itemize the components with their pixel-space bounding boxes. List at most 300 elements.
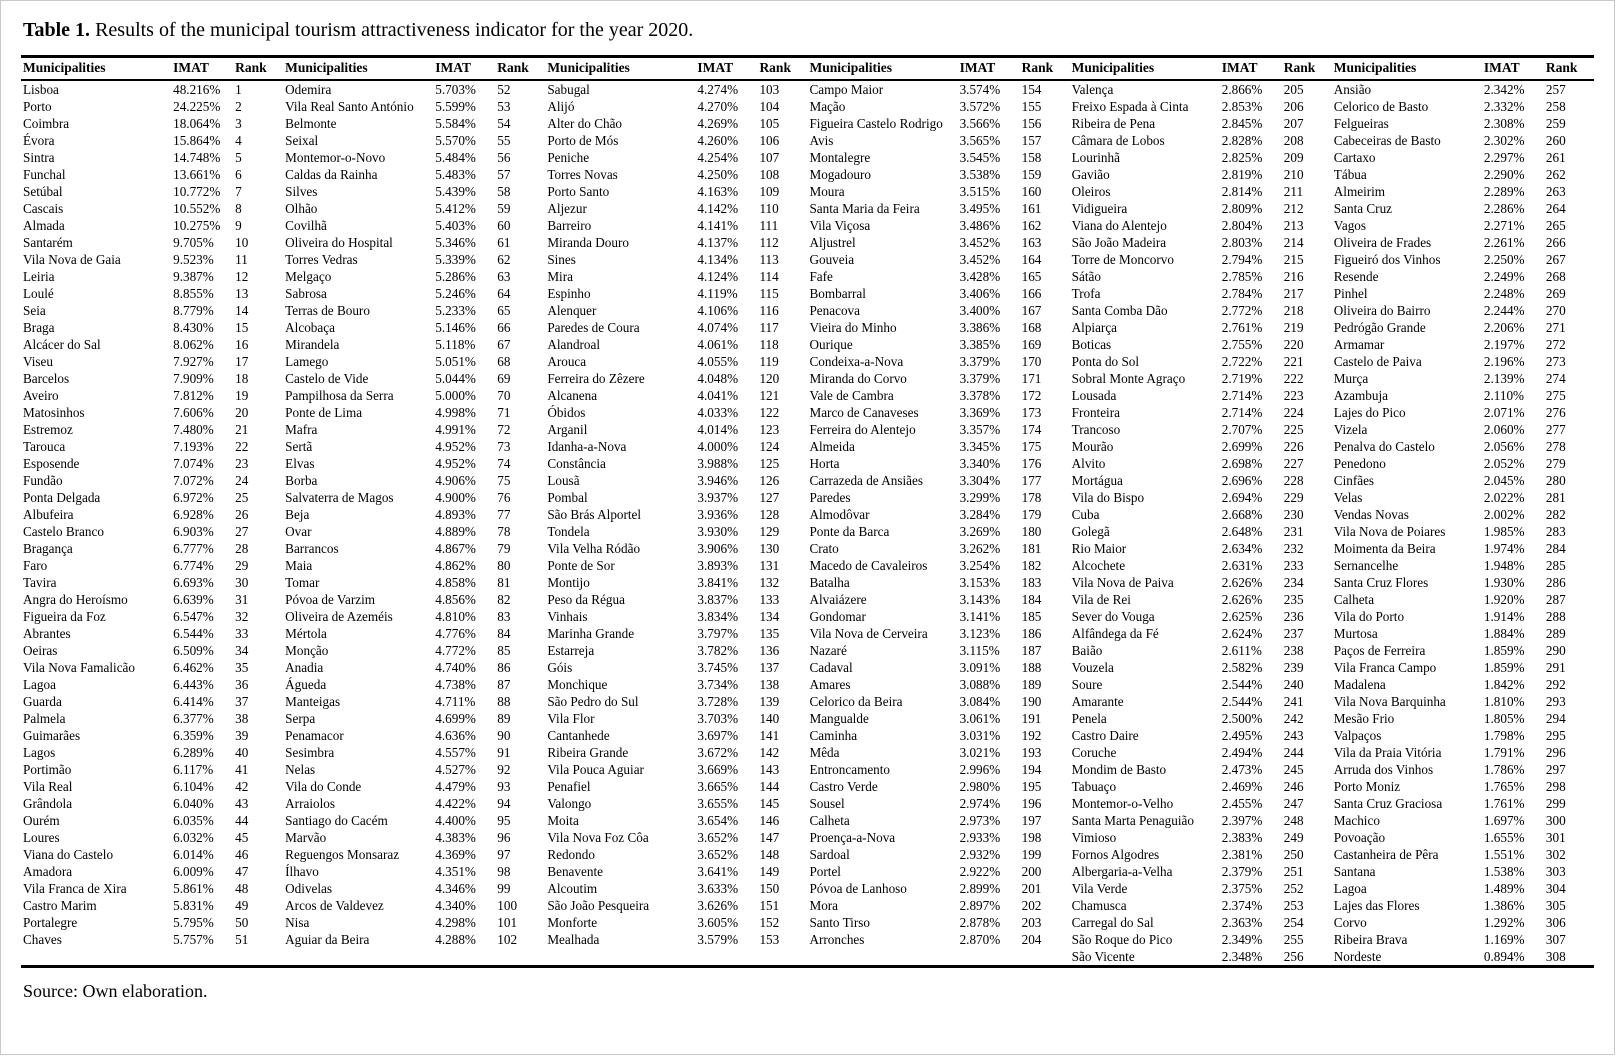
municipality-cell: Santa Cruz Flores: [1333, 575, 1429, 590]
rank-cell: 128: [759, 507, 780, 522]
rank-cell: 307: [1545, 932, 1566, 947]
municipality-cell: Póvoa de Lanhoso: [809, 881, 907, 896]
imat-cell: 3.345%: [959, 439, 1001, 454]
rank-cell: 143: [759, 762, 780, 777]
rank-cell: 298: [1545, 779, 1566, 794]
rank-cell: 148: [759, 847, 780, 862]
imat-cell: 3.834%: [697, 609, 739, 624]
municipality-cell: Sabugal: [547, 82, 590, 97]
imat-cell: 2.261%: [1483, 235, 1525, 250]
municipality-cell: Melgaço: [285, 269, 332, 284]
rank-cell: 177: [1021, 473, 1042, 488]
municipality-cell: Arouca: [547, 354, 587, 369]
municipality-cell: Vila Nova Foz Côa: [547, 830, 649, 845]
imat-cell: 6.117%: [173, 762, 214, 777]
table-row: [21, 115, 1594, 132]
imat-cell: 3.386%: [959, 320, 1001, 335]
municipality-cell: Ponte de Sor: [547, 558, 615, 573]
municipality-cell: Tabuaço: [1071, 779, 1117, 794]
rank-cell: 280: [1545, 473, 1566, 488]
imat-cell: 6.462%: [173, 660, 214, 675]
imat-cell: 2.814%: [1221, 184, 1263, 199]
rank-cell: 204: [1021, 932, 1042, 947]
rank-cell: 212: [1283, 201, 1304, 216]
rank-cell: 93: [497, 779, 511, 794]
imat-cell: 1.930%: [1483, 575, 1525, 590]
imat-cell: 14.748%: [173, 150, 221, 165]
rank-cell: 163: [1021, 235, 1042, 250]
municipality-cell: Vila Nova de Cerveira: [809, 626, 928, 641]
municipality-cell: Lamego: [285, 354, 329, 369]
rank-cell: 125: [759, 456, 780, 471]
imat-cell: 5.439%: [435, 184, 476, 199]
imat-cell: 1.948%: [1483, 558, 1525, 573]
imat-cell: 2.634%: [1221, 541, 1263, 556]
rank-cell: 215: [1283, 252, 1304, 267]
table-row: [21, 778, 1594, 795]
imat-cell: 4.134%: [697, 252, 739, 267]
rank-cell: 175: [1021, 439, 1042, 454]
municipality-cell: Rio Maior: [1071, 541, 1127, 556]
municipality-cell: Silves: [285, 184, 318, 199]
municipality-cell: Moura: [809, 184, 845, 199]
rank-cell: 258: [1545, 99, 1566, 114]
municipality-cell: Almeida: [809, 439, 855, 454]
imat-cell: 3.841%: [697, 575, 739, 590]
table-row: [21, 693, 1594, 710]
municipality-cell: Vila Real: [23, 779, 73, 794]
imat-cell: 1.786%: [1483, 762, 1525, 777]
municipality-cell: Barcelos: [23, 371, 70, 386]
rank-cell: 43: [235, 796, 249, 811]
rank-cell: 151: [759, 898, 780, 913]
municipality-cell: São Roque do Pico: [1071, 932, 1173, 947]
municipality-cell: Baião: [1071, 643, 1103, 658]
imat-cell: 4.298%: [435, 915, 476, 930]
imat-cell: 6.509%: [173, 643, 214, 658]
municipality-cell: Felgueiras: [1333, 116, 1389, 131]
municipality-cell: Valongo: [547, 796, 592, 811]
rank-cell: 221: [1283, 354, 1304, 369]
municipality-cell: Bombarral: [809, 286, 866, 301]
imat-cell: 4.893%: [435, 507, 476, 522]
imat-cell: 5.403%: [435, 218, 476, 233]
municipality-cell: Mortágua: [1071, 473, 1123, 488]
rank-cell: 131: [759, 558, 780, 573]
table-row: [21, 880, 1594, 897]
imat-cell: 2.244%: [1483, 303, 1525, 318]
imat-cell: 3.936%: [697, 507, 739, 522]
imat-cell: 2.631%: [1221, 558, 1263, 573]
imat-cell: 3.378%: [959, 388, 1001, 403]
municipality-cell: Torres Novas: [547, 167, 618, 182]
imat-cell: 5.570%: [435, 133, 476, 148]
rank-cell: 158: [1021, 150, 1042, 165]
imat-cell: 2.002%: [1483, 507, 1525, 522]
imat-cell: 3.565%: [959, 133, 1001, 148]
rank-cell: 119: [759, 354, 779, 369]
rank-cell: 190: [1021, 694, 1042, 709]
imat-cell: 2.374%: [1221, 898, 1263, 913]
municipality-cell: Nisa: [285, 915, 310, 930]
municipality-cell: Sátão: [1071, 269, 1101, 284]
imat-cell: 2.375%: [1221, 881, 1263, 896]
rank-cell: 67: [497, 337, 511, 352]
imat-cell: 2.772%: [1221, 303, 1263, 318]
imat-cell: 4.810%: [435, 609, 476, 624]
rank-cell: 282: [1545, 507, 1566, 522]
imat-cell: 5.795%: [173, 915, 214, 930]
imat-cell: 3.141%: [959, 609, 1001, 624]
imat-cell: 13.661%: [173, 167, 221, 182]
imat-cell: 2.071%: [1483, 405, 1525, 420]
rank-cell: 69: [497, 371, 511, 386]
imat-cell: 3.745%: [697, 660, 739, 675]
municipality-cell: Câmara de Lobos: [1071, 133, 1165, 148]
rank-cell: 65: [497, 303, 511, 318]
rank-cell: 253: [1283, 898, 1304, 913]
rank-cell: 60: [497, 218, 511, 233]
imat-cell: 6.104%: [173, 779, 214, 794]
municipality-cell: Santana: [1333, 864, 1376, 879]
rank-cell: 184: [1021, 592, 1042, 607]
municipality-cell: Aljezur: [547, 201, 587, 216]
municipality-cell: Soure: [1071, 677, 1103, 692]
rank-cell: 4: [235, 133, 242, 148]
rank-cell: 150: [759, 881, 780, 896]
municipality-cell: Albergaria-a-Velha: [1071, 864, 1173, 879]
imat-cell: 3.061%: [959, 711, 1001, 726]
municipality-cell: Arruda dos Vinhos: [1333, 762, 1434, 777]
municipality-cell: Águeda: [285, 677, 327, 692]
municipality-cell: Entroncamento: [809, 762, 891, 777]
municipality-cell: Golegã: [1071, 524, 1110, 539]
rank-cell: 265: [1545, 218, 1566, 233]
imat-cell: 2.052%: [1483, 456, 1525, 471]
imat-cell: 7.909%: [173, 371, 214, 386]
imat-cell: 3.654%: [697, 813, 739, 828]
municipality-cell: Mealhada: [547, 932, 600, 947]
rank-cell: 2: [235, 99, 242, 114]
municipality-cell: Penela: [1071, 711, 1107, 726]
column-header-rank: Rank: [1020, 57, 1070, 81]
rank-cell: [757, 948, 807, 967]
rank-cell: 152: [759, 915, 780, 930]
imat-cell: 2.332%: [1483, 99, 1525, 114]
rank-cell: 78: [497, 524, 511, 539]
municipality-cell: Portalegre: [23, 915, 78, 930]
municipality-cell: Alenquer: [547, 303, 597, 318]
table-row: [21, 336, 1594, 353]
rank-cell: 196: [1021, 796, 1042, 811]
imat-cell: 6.443%: [173, 677, 214, 692]
table-row: [21, 80, 1594, 98]
municipality-cell: Oeiras: [23, 643, 58, 658]
municipality-cell: Caminha: [809, 728, 858, 743]
rank-cell: 240: [1283, 677, 1304, 692]
rank-cell: 224: [1283, 405, 1304, 420]
table-title-text: Results of the municipal tourism attractiveness indicator for the year 2020.: [90, 19, 694, 41]
municipality-cell: Castro Marim: [23, 898, 97, 913]
rank-cell: 173: [1021, 405, 1042, 420]
rank-cell: 73: [497, 439, 511, 454]
rank-cell: 87: [497, 677, 511, 692]
rank-cell: 223: [1283, 388, 1304, 403]
rank-cell: 130: [759, 541, 780, 556]
rank-cell: 41: [235, 762, 249, 777]
table-row: [21, 200, 1594, 217]
imat-cell: 3.021%: [959, 745, 1001, 760]
rank-cell: 113: [759, 252, 779, 267]
table-row: [21, 863, 1594, 880]
rank-cell: 270: [1545, 303, 1566, 318]
imat-cell: [171, 948, 233, 967]
municipality-cell: Penamacor: [285, 728, 344, 743]
imat-cell: 2.197%: [1483, 337, 1525, 352]
municipality-cell: Ponte de Lima: [285, 405, 363, 420]
table-row: [21, 744, 1594, 761]
rank-cell: 195: [1021, 779, 1042, 794]
municipality-cell: Ílhavo: [285, 864, 319, 879]
rank-cell: 268: [1545, 269, 1566, 284]
rank-cell: 94: [497, 796, 511, 811]
municipality-cell: Alcobaça: [285, 320, 335, 335]
rank-cell: 166: [1021, 286, 1042, 301]
imat-cell: 3.369%: [959, 405, 1001, 420]
municipality-cell: Ansião: [1333, 82, 1372, 97]
rank-cell: 246: [1283, 779, 1304, 794]
municipality-cell: Castanheira de Pêra: [1333, 847, 1439, 862]
rank-cell: 159: [1021, 167, 1042, 182]
municipality-cell: Marco de Canaveses: [809, 405, 919, 420]
municipality-cell: Peniche: [547, 150, 590, 165]
rank-cell: 22: [235, 439, 249, 454]
rank-cell: 209: [1283, 150, 1304, 165]
municipality-cell: Santa Cruz Graciosa: [1333, 796, 1443, 811]
municipality-cell: Vinhais: [547, 609, 588, 624]
rank-cell: 155: [1021, 99, 1042, 114]
rank-cell: 20: [235, 405, 249, 420]
table-row: [21, 676, 1594, 693]
imat-cell: 3.782%: [697, 643, 739, 658]
rank-cell: 211: [1283, 184, 1304, 199]
column-header-rank: Rank: [495, 57, 545, 81]
imat-cell: 10.275%: [173, 218, 221, 233]
rank-cell: 120: [759, 371, 780, 386]
imat-cell: 2.494%: [1221, 745, 1263, 760]
municipality-cell: Paredes de Coura: [547, 320, 640, 335]
municipality-cell: Pombal: [547, 490, 588, 505]
municipality-cell: Lajes das Flores: [1333, 898, 1420, 913]
municipality-cell: Viana do Castelo: [23, 847, 114, 862]
imat-cell: 2.973%: [959, 813, 1001, 828]
imat-cell: 2.804%: [1221, 218, 1263, 233]
rank-cell: 170: [1021, 354, 1042, 369]
column-header-imat: IMAT: [1482, 57, 1544, 81]
imat-cell: 3.452%: [959, 252, 1001, 267]
rank-cell: 208: [1283, 133, 1304, 148]
rank-cell: 171: [1021, 371, 1042, 386]
municipality-cell: Santiago do Cacém: [285, 813, 388, 828]
municipality-cell: São Vicente: [1071, 949, 1135, 964]
imat-cell: 3.486%: [959, 218, 1001, 233]
municipality-cell: Mação: [809, 99, 846, 114]
rank-cell: 169: [1021, 337, 1042, 352]
imat-cell: 4.041%: [697, 388, 739, 403]
rank-cell: 105: [759, 116, 780, 131]
rank-cell: 39: [235, 728, 249, 743]
rank-cell: 142: [759, 745, 780, 760]
rank-cell: 233: [1283, 558, 1304, 573]
imat-cell: 4.952%: [435, 456, 476, 471]
municipality-cell: Cartaxo: [1333, 150, 1376, 165]
imat-cell: 3.626%: [697, 898, 739, 913]
municipality-cell: Idanha-a-Nova: [547, 439, 627, 454]
rank-cell: 64: [497, 286, 511, 301]
municipality-cell: Tondela: [547, 524, 590, 539]
imat-cell: 4.141%: [697, 218, 739, 233]
rank-cell: 146: [759, 813, 780, 828]
municipality-cell: Pinhel: [1333, 286, 1368, 301]
imat-cell: 1.292%: [1483, 915, 1525, 930]
imat-cell: 1.884%: [1483, 626, 1525, 641]
municipality-cell: Portel: [809, 864, 841, 879]
imat-cell: 4.858%: [435, 575, 476, 590]
table-row: [21, 897, 1594, 914]
municipality-cell: Madalena: [1333, 677, 1386, 692]
rank-cell: 101: [497, 915, 518, 930]
rank-cell: 71: [497, 405, 511, 420]
imat-cell: 2.582%: [1221, 660, 1263, 675]
rank-cell: 161: [1021, 201, 1042, 216]
imat-cell: 2.342%: [1483, 82, 1525, 97]
table-row: [21, 591, 1594, 608]
table-row: [21, 98, 1594, 115]
municipality-cell: Grândola: [23, 796, 73, 811]
imat-cell: 5.584%: [435, 116, 476, 131]
rank-cell: 117: [759, 320, 779, 335]
imat-cell: 2.819%: [1221, 167, 1263, 182]
municipality-cell: Oleiros: [1071, 184, 1111, 199]
imat-cell: 2.139%: [1483, 371, 1525, 386]
rank-cell: 13: [235, 286, 249, 301]
table-row: [21, 727, 1594, 744]
rank-cell: 187: [1021, 643, 1042, 658]
column-header-municipalities: Municipalities: [1332, 57, 1482, 81]
municipality-cell: Amadora: [23, 864, 73, 879]
rank-cell: [233, 948, 283, 967]
imat-cell: 3.703%: [697, 711, 739, 726]
municipality-cell: Aveiro: [23, 388, 59, 403]
municipality-cell: Viana do Alentejo: [1071, 218, 1167, 233]
municipality-cell: Fronteira: [1071, 405, 1120, 420]
rank-cell: 52: [497, 82, 511, 97]
imat-cell: 2.845%: [1221, 116, 1263, 131]
imat-cell: 4.369%: [435, 847, 476, 862]
imat-cell: 3.123%: [959, 626, 1001, 641]
rank-cell: 203: [1021, 915, 1042, 930]
rank-cell: 53: [497, 99, 511, 114]
municipality-cell: Reguengos Monsaraz: [285, 847, 400, 862]
table-header-row: [21, 57, 1594, 81]
imat-cell: 5.286%: [435, 269, 476, 284]
imat-cell: 2.206%: [1483, 320, 1525, 335]
rank-cell: 10: [235, 235, 249, 250]
imat-cell: 6.359%: [173, 728, 214, 743]
municipality-cell: Santarém: [23, 235, 73, 250]
imat-cell: 2.500%: [1221, 711, 1263, 726]
municipality-cell: Lagoa: [1333, 881, 1367, 896]
rank-cell: 154: [1021, 82, 1042, 97]
imat-cell: 4.055%: [697, 354, 739, 369]
municipality-cell: Celorico da Beira: [809, 694, 903, 709]
imat-cell: 2.825%: [1221, 150, 1263, 165]
rank-cell: 84: [497, 626, 511, 641]
imat-cell: 9.387%: [173, 269, 214, 284]
municipality-cell: Cantanhede: [547, 728, 610, 743]
municipality-cell: Odivelas: [285, 881, 333, 896]
municipality-cell: Almada: [23, 218, 65, 233]
imat-cell: 2.878%: [959, 915, 1001, 930]
imat-cell: 2.980%: [959, 779, 1001, 794]
imat-cell: 2.785%: [1221, 269, 1263, 284]
municipality-cell: Póvoa de Varzim: [285, 592, 376, 607]
imat-cell: 4.137%: [697, 235, 739, 250]
imat-cell: 1.169%: [1483, 932, 1525, 947]
rank-cell: 200: [1021, 864, 1042, 879]
municipality-cell: Loures: [23, 830, 60, 845]
rank-cell: [1020, 948, 1070, 967]
municipality-cell: Castelo de Paiva: [1333, 354, 1422, 369]
municipality-cell: Mirandela: [285, 337, 340, 352]
rank-cell: 92: [497, 762, 511, 777]
imat-cell: 3.515%: [959, 184, 1001, 199]
municipality-cell: Torres Vedras: [285, 252, 358, 267]
rank-cell: 27: [235, 524, 249, 539]
municipality-cell: Batalha: [809, 575, 850, 590]
imat-cell: 2.611%: [1221, 643, 1262, 658]
imat-cell: 7.193%: [173, 439, 214, 454]
imat-cell: 2.696%: [1221, 473, 1263, 488]
imat-cell: 2.022%: [1483, 490, 1525, 505]
imat-cell: 1.985%: [1483, 524, 1525, 539]
municipality-cell: Alijó: [547, 99, 575, 114]
table-row: [21, 353, 1594, 370]
municipality-cell: Benavente: [547, 864, 603, 879]
rank-cell: 17: [235, 354, 249, 369]
imat-cell: 2.060%: [1483, 422, 1525, 437]
imat-cell: 1.810%: [1483, 694, 1525, 709]
imat-cell: 6.928%: [173, 507, 214, 522]
municipality-cell: Mesão Frio: [1333, 711, 1395, 726]
rank-cell: 172: [1021, 388, 1042, 403]
column-header-municipalities: Municipalities: [283, 57, 433, 81]
rank-cell: 165: [1021, 269, 1042, 284]
imat-cell: 4.636%: [435, 728, 476, 743]
rank-cell: [495, 948, 545, 967]
municipality-cell: Sardoal: [809, 847, 850, 862]
rank-cell: 236: [1283, 609, 1304, 624]
municipality-cell: Angra do Heroísmo: [23, 592, 128, 607]
imat-cell: 3.538%: [959, 167, 1001, 182]
column-header-municipalities: Municipalities: [807, 57, 957, 81]
imat-cell: 10.552%: [173, 201, 221, 216]
imat-cell: 4.274%: [697, 82, 739, 97]
rank-cell: 162: [1021, 218, 1042, 233]
imat-cell: 8.430%: [173, 320, 214, 335]
imat-cell: 2.271%: [1483, 218, 1525, 233]
rank-cell: 49: [235, 898, 249, 913]
